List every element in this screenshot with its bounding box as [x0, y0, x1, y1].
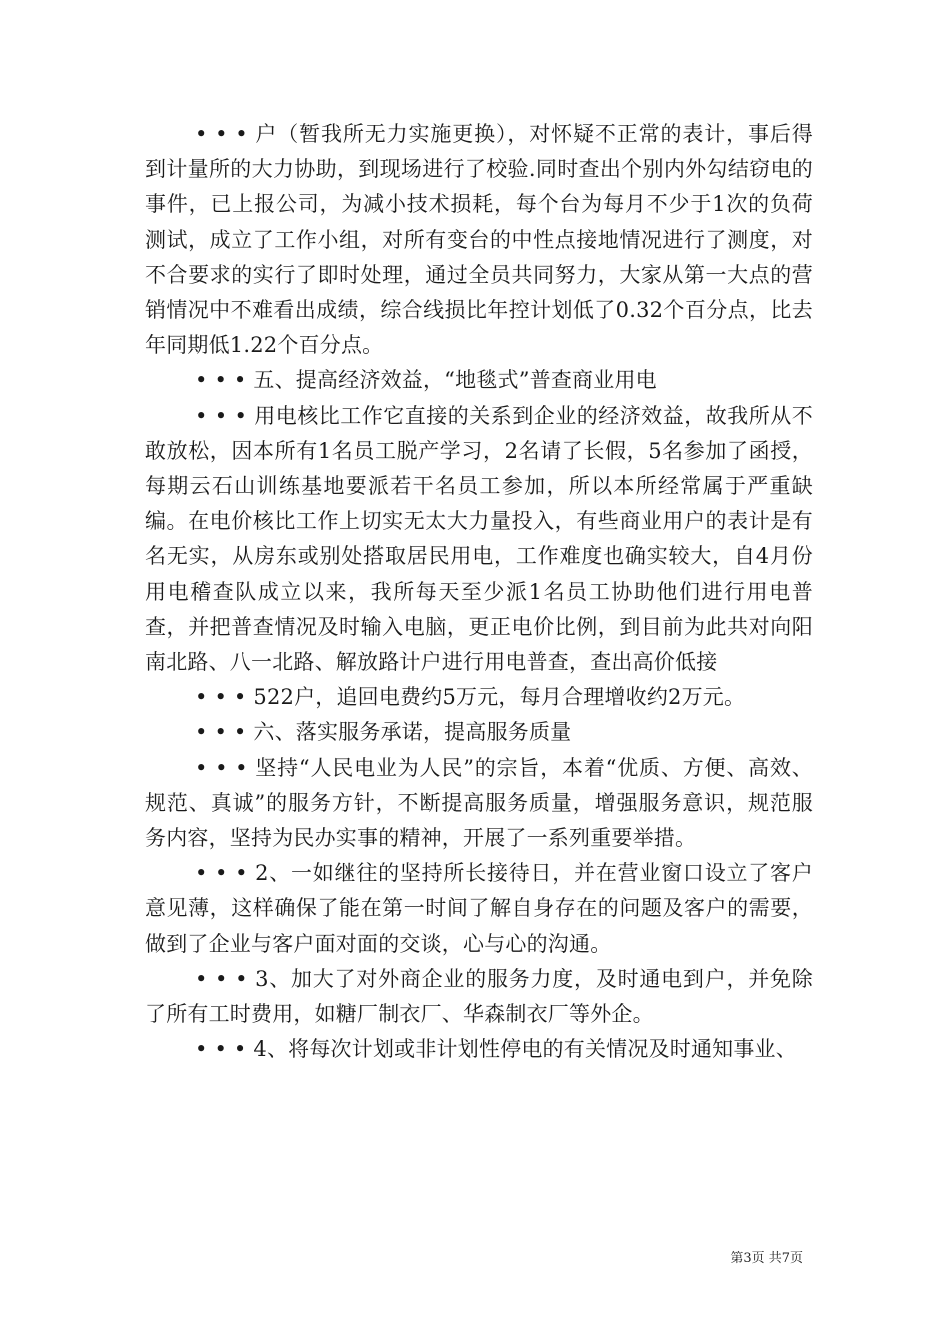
paragraph-item-4: • • • 4、将每次计划或非计划性停电的有关情况及时通知事业、 [195, 1037, 797, 1062]
heading-service-commitment: • • • 六、落实服务承诺，提高服务质量 [195, 720, 572, 745]
paragraph-item-3: • • • 3、加大了对外商企业的服务力度，及时通电到户，并免除了所有工时费用，如糖厂制衣厂、华森制衣厂等外企。 [145, 966, 813, 1027]
paragraph-meter-inspection: • • • 户（暂我所无力实施更换），对怀疑不正常的表计，事后得到计量所的大力协助，到现场进行了校验.同时查出个别内外勾结窃电的事件，已上报公司，为减小技术损耗，每个台为每月不少于1次的负荷测试，成立了工作小组，对所有变台的中性点接地情况进行了测度，对不合要求的实行了即时处理，通过全员共同努力，大家从第一大点的营销情况中不难看出成绩，综合线损比年控计划低了0.32个百分点，比去年同期低1.22个百分点。 [145, 122, 813, 358]
paragraph-tariff-check: • • • 用电核比工作它直接的关系到企业的经济效益，故我所从不敢放松，因本所有1名员工脱产学习，2名请了长假，5名参加了函授，每期云石山训练基地要派若干名员工参加，所以本所经常属于严重缺编。在电价核比工作上切实无太大力量投入，有些商业用户的表计是有名无实，从房东或别处搭取居民用电，工作难度也确实较大，自4月份用电稽查队成立以来，我所每天至少派1名员工协助他们进行用电普查，并把普查情况及时输入电脑，更正电价比例，到目前为此共对向阳南北路、八一北路、解放路计户进行用电普查，查出高价低接 [145, 403, 813, 675]
paragraph-recovered-fees: • • • 522户，追回电费约5万元，每月合理增收约2万元。 [195, 685, 746, 710]
page-number: 第3页 共7页 [730, 1251, 803, 1266]
paragraph-service-policy: • • • 坚持“人民电业为人民”的宗旨，本着“优质、方便、高效、规范、真诚”的服务方针，不断提高服务质量，增强服务意识，规范服务内容，坚持为民办实事的精神，开展了一系列重要举措。 [145, 755, 813, 851]
heading-economic-benefit: • • • 五、提高经济效益，“地毯式”普查商业用电 [195, 368, 657, 393]
paragraph-item-2: • • • 2、一如继往的坚持所长接待日，并在营业窗口设立了客户意见薄，这样确保了能在第一时间了解自身存在的问题及客户的需要，做到了企业与客户面对面的交谈，心与心的沟通。 [145, 861, 813, 956]
document-body [145, 117, 813, 1067]
